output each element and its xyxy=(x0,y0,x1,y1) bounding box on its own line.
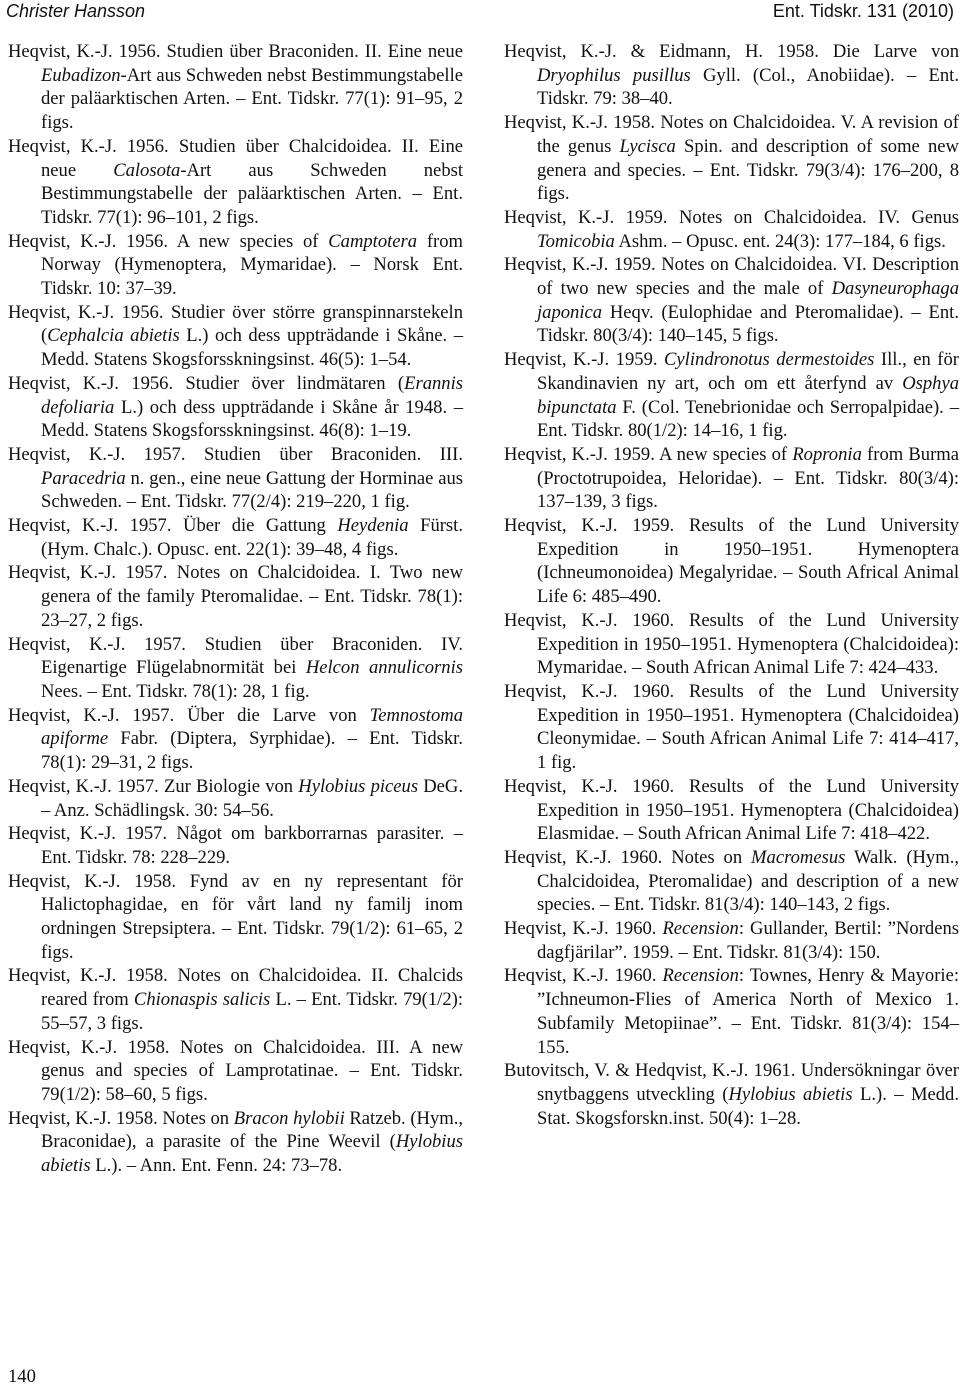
italic-taxon-name: Recension xyxy=(662,918,739,940)
italic-taxon-name: Macromesus xyxy=(751,846,846,868)
italic-taxon-name: Eubadizon xyxy=(41,64,121,86)
references-column-left xyxy=(8,40,463,1178)
italic-taxon-name: Calosota xyxy=(113,159,181,181)
italic-taxon-name: Osphya bipunctata xyxy=(537,372,959,418)
reference-entry: Heqvist, K.-J. 1958. Notes on Chalcidoidea. II. Chalcids reared from Chionaspis salicis L. – Ent. Tidskr. 79(1/2): 55–57, 3 figs. xyxy=(8,965,463,1034)
reference-entry: Heqvist, K.-J. 1960. Notes on Macromesus Walk. (Hym., Chalcidoidea, Pteromalidae) and description of a new species. – Ent. Tidskr. 81(3/4): 140–143, 2 figs. xyxy=(504,846,959,916)
reference-entry: Butovitsch, V. & Hedqvist, K.-J. 1961. Undersökningar över snytbaggens utveckling (Hylobius abietis L.). – Medd. Stat. Skogsforskn.inst. 50(4): 1–28. xyxy=(504,1060,959,1129)
italic-taxon-name: Paracedria xyxy=(41,467,126,489)
reference-entry: Heqvist, K.-J. 1958. Notes on Chalcidoidea. V. A revision of the genus Lycisca Spin. and description of some new genera and species. – Ent. Tidskr. 79(3/4): 176–200, 8 figs. xyxy=(504,112,959,205)
italic-taxon-name: Tomicobia xyxy=(537,230,615,252)
reference-entry: Heqvist, K.-J. 1956. Studier över lindmätaren (Erannis defoliaria L.) och dess uppträdande i Skåne år 1948. – Medd. Statens Skogsforsskningsinst. 46(8): 1–19. xyxy=(8,372,463,442)
running-header-author: Christer Hansson xyxy=(6,1,146,21)
italic-taxon-name: Cephalcia abietis xyxy=(47,325,180,347)
reference-entry: Heqvist, K.-J. 1960. Recension: Townes, Henry & Mayorie: ”Ichneumon-Flies of America North of Mexico 1. Subfamily Metopiinae”. – Ent. Tidskr. 81(3/4): 154–155. xyxy=(504,965,959,1058)
italic-taxon-name: Heydenia xyxy=(337,515,409,537)
italic-taxon-name: Bracon hylobii xyxy=(233,1107,345,1129)
reference-entry: Heqvist, K.-J. 1958. Notes on Bracon hylobii Ratzeb. (Hym., Braconidae), a parasite of the Pine Weevil (Hylobius abietis L.). – Ann. Ent. Fenn. 24: 73–78. xyxy=(8,1107,463,1177)
reference-entry: Heqvist, K.-J. 1957. Zur Biologie von Hylobius piceus DeG. – Anz. Schädlingsk. 30: 54–56. xyxy=(8,775,464,821)
reference-entry: Heqvist, K.-J. 1960. Results of the Lund University Expedition in 1950–1951. Hymenoptera (Chalcidoidea): Mymaridae. – South African Animal Life 7: 424–433. xyxy=(504,609,959,679)
reference-entry: Heqvist, K.-J. 1960. Recension: Gullander, Bertil: ”Nordens dagfjärilar”. 1959. – Ent. Tidskr. 81(3/4): 150. xyxy=(504,918,959,963)
reference-entry: Heqvist, K.-J. 1957. Något om barkborrarnas parasiter. – Ent. Tidskr. 78: 228–229. xyxy=(8,823,463,868)
reference-entry: Heqvist, K.-J. 1960. Results of the Lund University Expedition in 1950–1951. Hymenoptera (Chalcidoidea) Elasmidae. – South African Animal Life 7: 418–422. xyxy=(504,775,959,845)
reference-entry: Heqvist, K.-J. 1959. Notes on Chalcidoidea. IV. Genus Tomicobia Ashm. – Opusc. ent. 24(3): 177–184, 6 figs. xyxy=(504,206,959,252)
italic-taxon-name: Roproniа xyxy=(792,443,862,465)
reference-entry: Heqvist, K.-J. 1957. Über die Gattung Heydenia Fürst. (Hym. Chalc.). Opusc. ent. 22(1): 39–48, 4 figs. xyxy=(8,515,463,560)
italic-taxon-name: Dryophilus pusillus xyxy=(537,64,691,86)
reference-entry: Heqvist, K.-J. 1960. Results of the Lund University Expedition in 1950–1951. Hymenoptera (Chalcidoidea) Cleonymidae. – South African Animal Life 7: 414–417, 1 fig. xyxy=(504,680,959,774)
reference-entry: Heqvist, K.-J. 1959. Notes on Chalcidoidea. VI. Description of two new species and the male of Dasyneurophaga japonica Heqv. (Eulophidae and Pteromalidae). – Ent. Tidskr. 80(3/4): 140–145, 5 figs. xyxy=(504,254,959,347)
reference-entry: Heqvist, K.-J. 1956. Studier över större granspinnarstekeln (Cephalcia abietis L.) och dess uppträdande i Skåne. – Medd. Statens Skogsforsskningsinst. 46(5): 1–54. xyxy=(8,301,463,371)
reference-entry: Heqvist, K.-J. 1958. Fynd av en ny representant för Halictophagidae, en för vårt land ny familj inom ordningen Strepsiptera. – Ent. Tidskr. 79(1/2): 61–65, 2 figs. xyxy=(8,870,463,963)
reference-entry: Heqvist, K.-J. 1957. Studien über Braconiden. III. Paracedria n. gen., eine neue Gattung der Horminae aus Schweden. – Ent. Tidskr. 77(2/4): 219–220, 1 fig. xyxy=(8,443,463,513)
reference-entry: Heqvist, K.-J. 1956. Studien über Chalcidoidea. II. Eine neue Calosota-Art aus Schweden nebst Bestimmungstabelle der paläarktischen Arten. – Ent. Tidskr. 77(1): 96–101, 2 figs. xyxy=(8,135,464,228)
italic-taxon-name: Hylobius piceus xyxy=(298,775,419,797)
reference-entry: Heqvist, K.-J. 1959. Cylindronotus dermestoides Ill., en för Skandinavien ny art, och om ett återfynd av Osphya bipunctata F. (Col. Tenebrionidae och Serropalpidae). – Ent. Tidskr. 80(1/2): 14–16, 1 fig. xyxy=(504,349,959,442)
reference-entry: Heqvist, K.-J. 1959. A new species of Roproniа from Burma (Proctotrupoidea, Heloridae). – Ent. Tidskr. 80(3/4): 137–139, 3 figs. xyxy=(504,443,959,513)
italic-taxon-name: Temnostoma apiforme xyxy=(41,704,463,750)
italic-taxon-name: Hylobius abietis xyxy=(728,1083,853,1105)
page-number: 140 xyxy=(8,1366,36,1387)
reference-entry: Heqvist, K.-J. 1957. Studien über Braconiden. IV. Eigenartige Flügelabnormität bei Helcon annulicornis Nees. – Ent. Tidskr. 78(1): 28, 1 fig. xyxy=(8,633,463,702)
italic-taxon-name: Lycisca xyxy=(619,135,676,157)
italic-taxon-name: Erannis defoliaria xyxy=(41,372,463,418)
italic-taxon-name: Chionaspis salicis xyxy=(133,989,271,1011)
reference-entry: Heqvist, K.-J. 1956. A new species of Camptotera from Norway (Hymenoptera, Mymaridae). – Norsk Ent. Tidskr. 10: 37–39. xyxy=(8,230,463,300)
reference-entry: Heqvist, K.-J. 1958. Notes on Chalcidoidea. III. A new genus and species of Lamprotatinae. – Ent. Tidskr. 79(1/2): 58–60, 5 figs. xyxy=(8,1036,463,1105)
reference-entry: Heqvist, K.-J. 1957. Notes on Chalcidoidea. I. Two new genera of the family Pteromalidae. – Ent. Tidskr. 78(1): 23–27, 2 figs. xyxy=(8,562,463,631)
italic-taxon-name: Cylindronotus dermestoides xyxy=(664,349,875,371)
references-column-right xyxy=(504,40,959,1130)
reference-entry: Heqvist, K.-J. & Eidmann, H. 1958. Die Larve von Dryophilus pusillus Gyll. (Col., Anobiidae). – Ent. Tidskr. 79: 38–40. xyxy=(504,41,959,110)
italic-taxon-name: Hylobius abietis xyxy=(41,1131,463,1177)
italic-taxon-name: Recension xyxy=(662,965,739,987)
reference-entry: Heqvist, K.-J. 1957. Über die Larve von Temnostoma apiforme Fabr. (Diptera, Syrphidae). – Ent. Tidskr. 78(1): 29–31, 2 figs. xyxy=(8,704,463,774)
reference-entry: Heqvist, K.-J. 1959. Results of the Lund University Expedition in 1950–1951. Hymenoptera (Ichneumonoidea) Megalyridae. – South Africal Animal Life 6: 485–490. xyxy=(504,515,959,608)
running-header-journal: Ent. Tidskr. 131 (2010) xyxy=(772,1,954,21)
reference-entry: Heqvist, K.-J. 1956. Studien über Braconiden. II. Eine neue Eubadizon-Art aus Schweden nebst Bestimmungstabelle der paläarktischen Arten. – Ent. Tidskr. 77(1): 91–95, 2 figs. xyxy=(8,41,463,134)
italic-taxon-name: Helcon annulicornis xyxy=(305,657,463,679)
italic-taxon-name: Camptotera xyxy=(328,230,418,252)
italic-taxon-name: Dasyneurophaga japonica xyxy=(537,278,959,323)
